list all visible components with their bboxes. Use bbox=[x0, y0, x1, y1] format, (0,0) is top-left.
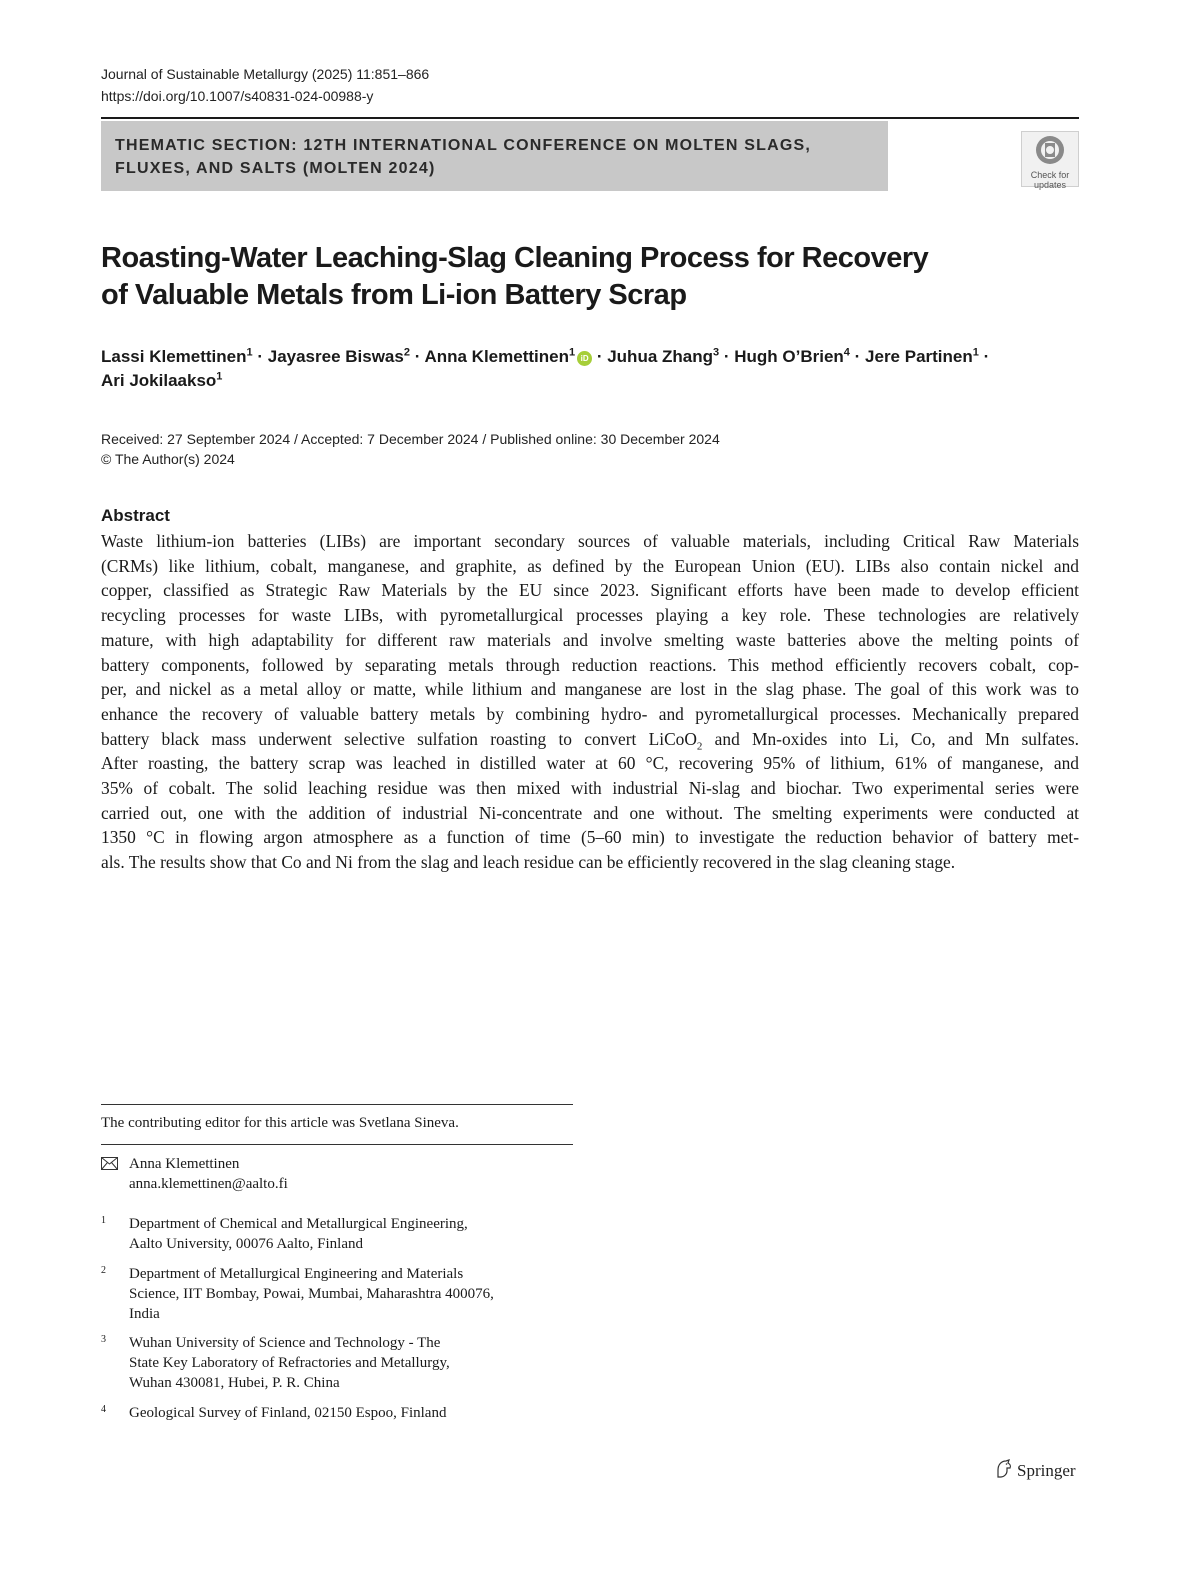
journal-citation: Journal of Sustainable Metallurgy (2025) 11:851–866 bbox=[101, 66, 430, 82]
affiliation-line: Department of Metallurgical Engineering and Materials bbox=[129, 1266, 464, 1282]
publisher-name: Springer bbox=[1017, 1461, 1076, 1480]
abstract-body bbox=[101, 529, 1079, 875]
abstract-line: mature, with high adaptability for different raw materials and involve smelting waste batteries above the melting points of bbox=[101, 629, 1079, 650]
abstract-line: 35% of cobalt. The solid leaching residue was then mixed with industrial Ni-slag and biochar. Two experimental series were bbox=[101, 778, 1079, 799]
affiliation-line: Wuhan 430081, Hubei, P. R. China bbox=[129, 1375, 340, 1391]
author-affiliation-mark: 3 bbox=[713, 346, 720, 359]
author-name[interactable]: Juhua Zhang bbox=[607, 347, 713, 366]
abstract-line: per, and nickel as a metal alloy or matte, while lithium and manganese are lost in the slag phase. The goal of this work was to bbox=[101, 679, 1079, 700]
author-name[interactable]: Jayasree Biswas bbox=[267, 347, 404, 366]
abstract-line: recycling processes for waste LIBs, with pyrometallurgical processes playing a key role. These technologies are relatively bbox=[101, 605, 1079, 626]
abstract-line: enhance the recovery of valuable battery metals by combining hydro- and pyrometallurgical processes. Mechanically prepared bbox=[101, 703, 1079, 724]
author-name[interactable]: Ari Jokilaakso bbox=[101, 371, 217, 390]
corresponding-email[interactable]: anna.klemettinen@aalto.fi bbox=[129, 1176, 288, 1192]
abstract-line: Waste lithium-ion batteries (LIBs) are important secondary sources of valuable materials, including Critical Raw Materials bbox=[101, 531, 1079, 551]
affiliation-number: 1 bbox=[101, 1215, 106, 1226]
footnote-rule-bottom bbox=[101, 1144, 573, 1145]
title-line-2: of Valuable Metals from Li-ion Battery Scrap bbox=[101, 279, 687, 311]
footnote-rule-top bbox=[101, 1104, 573, 1105]
abstract-line: After roasting, the battery scrap was leached in distilled water at 60 °C, recovering 95% of lithium, 61% of manganese, and bbox=[101, 753, 1079, 774]
check-for-updates-button[interactable] bbox=[1021, 131, 1079, 190]
author-name[interactable]: Jere Partinen bbox=[865, 347, 973, 366]
author-name[interactable]: Anna Klemettinen bbox=[424, 347, 569, 366]
author-affiliation-mark: 4 bbox=[843, 346, 850, 359]
abstract-heading: Abstract bbox=[101, 506, 170, 525]
journal-header bbox=[101, 63, 429, 107]
check-updates-label-2: updates bbox=[1033, 180, 1067, 190]
author-affiliation-mark: 1 bbox=[568, 346, 576, 359]
author-affiliation-mark: 2 bbox=[403, 346, 410, 359]
author-name[interactable]: Hugh O’Brien bbox=[734, 347, 844, 366]
author-name[interactable]: Lassi Klemettinen bbox=[101, 347, 247, 366]
thematic-line-2: FLUXES, AND SALTS (MOLTEN 2024) bbox=[115, 160, 436, 177]
springer-horse-icon bbox=[995, 1459, 1013, 1479]
abstract-line: copper, classified as Strategic Raw Materials by the EU since 2023. Significant efforts have been made to develop efficient bbox=[101, 580, 1079, 601]
publication-dates bbox=[101, 429, 720, 469]
editor-note: The contributing editor for this article was Svetlana Sineva. bbox=[101, 1115, 459, 1131]
abstract-line: battery components, followed by separating metals through reduction reactions. This method efficiently recovers cobalt, cop- bbox=[101, 654, 1079, 675]
check-updates-label-1: Check for bbox=[1030, 170, 1070, 180]
abstract-text-segment: and Mn-oxides into Li, Co, and Mn sulfates. bbox=[702, 728, 1079, 749]
envelope-icon bbox=[101, 1157, 118, 1170]
copyright-line: © The Author(s) 2024 bbox=[101, 451, 235, 467]
affiliation-line: State Key Laboratory of Refractories and Metallurgy, bbox=[129, 1355, 450, 1371]
author-list: Lassi Klemettinen$^1$ · Jayasree Biswas$^2$ · Anna Klemettinen$^1$iD · Juhua Zhang$^3$ · Hugh O’Brien$^4$ · Jere Partinen$^1$ · Ari Jokilaakso$^1$ bbox=[101, 346, 990, 390]
affiliation-number: 2 bbox=[101, 1265, 106, 1276]
thematic-section-banner bbox=[101, 121, 888, 191]
orcid-icon[interactable]: iD bbox=[577, 351, 592, 366]
corresponding-name: Anna Klemettinen bbox=[129, 1156, 240, 1172]
author-affiliation-mark: 1 bbox=[972, 346, 979, 359]
dates-line: Received: 27 September 2024 / Accepted: 7 December 2024 / Published online: 30 December 2024 bbox=[101, 431, 720, 447]
affiliation-number: 4 bbox=[101, 1404, 106, 1415]
affiliation-line: India bbox=[129, 1306, 160, 1322]
doi-link[interactable]: https://doi.org/10.1007/s40831-024-00988-y bbox=[101, 88, 374, 104]
author-affiliation-mark: 1 bbox=[246, 346, 253, 359]
abstract-text-segment: battery black mass underwent selective sulfation roasting to convert LiCoO bbox=[101, 728, 697, 749]
affiliation-number: 3 bbox=[101, 1334, 106, 1345]
check-updates-icon bbox=[1035, 135, 1065, 165]
springer-logo bbox=[995, 1459, 1076, 1482]
affiliation-line: Geological Survey of Finland, 02150 Espoo, Finland bbox=[129, 1405, 447, 1421]
affiliation-line: Department of Chemical and Metallurgical Engineering, bbox=[129, 1216, 468, 1232]
abstract-line: 1350 °C in flowing argon atmosphere as a function of time (5–60 min) to investigate the reduction behavior of battery met- bbox=[101, 827, 1079, 848]
paper-title bbox=[101, 240, 1001, 314]
abstract-line: als. The results show that Co and Ni from the slag and leach residue can be efficiently recovered in the slag cleaning stage. bbox=[101, 852, 956, 873]
abstract-line bbox=[101, 727, 1079, 752]
affiliation-line: Science, IIT Bombay, Powai, Mumbai, Maharashtra 400076, bbox=[129, 1286, 494, 1302]
header-rule bbox=[101, 117, 1079, 119]
author-affiliation-mark: 1 bbox=[216, 370, 223, 383]
title-line-1: Roasting-Water Leaching-Slag Cleaning Process for Recovery bbox=[101, 242, 929, 274]
chem-subscript: 2 bbox=[696, 740, 703, 753]
abstract-line: carried out, one with the addition of industrial Ni-concentrate and one without. The smelting experiments were conducted at bbox=[101, 802, 1079, 823]
thematic-line-1: THEMATIC SECTION: 12TH INTERNATIONAL CONFERENCE ON MOLTEN SLAGS, bbox=[115, 137, 812, 154]
affiliation-line: Aalto University, 00076 Aalto, Finland bbox=[129, 1236, 364, 1252]
abstract-line: (CRMs) like lithium, cobalt, manganese, and graphite, as defined by the European Union (EU). LIBs also contain nickel and bbox=[101, 555, 1079, 576]
affiliation-line: Wuhan University of Science and Technology - The bbox=[129, 1335, 441, 1351]
